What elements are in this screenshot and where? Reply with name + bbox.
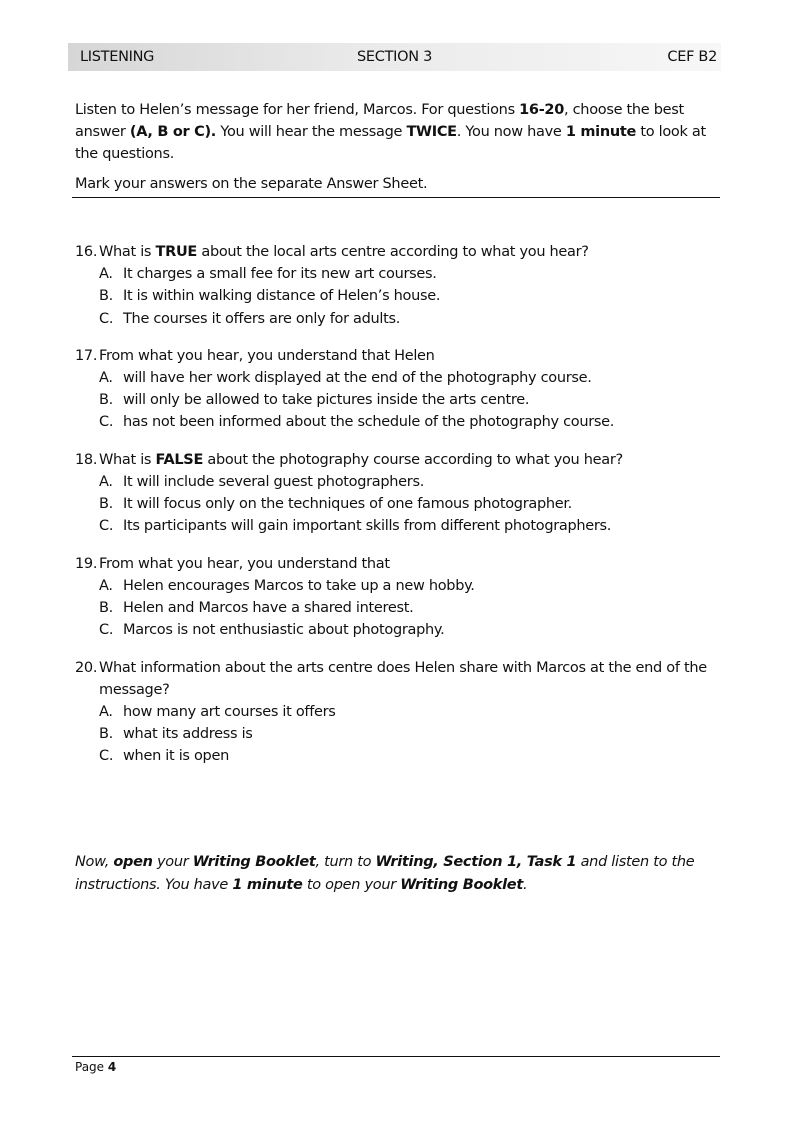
option-b: B. what its address is bbox=[99, 725, 253, 742]
instructions bbox=[75, 99, 725, 195]
header-level: CEF B2 bbox=[667, 49, 717, 65]
option-a: A. how many art courses it offers bbox=[99, 703, 336, 720]
divider bbox=[72, 197, 720, 198]
question-16: 16. What is TRUE about the local arts centre according to what you hear? A. It charges a small fee for its new art courses. B. It is within walking distance of Helen’s house. C. The courses it offers are only for adults. bbox=[75, 241, 725, 330]
footer-divider bbox=[72, 1056, 720, 1057]
option-c: C. The courses it offers are only for adults. bbox=[99, 310, 401, 327]
option-c: C. Marcos is not enthusiastic about photography. bbox=[99, 622, 445, 639]
answer-sheet-note: Mark your answers on the separate Answer Sheet. bbox=[75, 176, 428, 192]
option-c: C. when it is open bbox=[99, 748, 229, 765]
instructions-text: Listen to Helen’s message for her friend, Marcos. For questions 16-20, choose the best answer (A, B or C). You will hear the message TWICE. You now have 1 minute to look at the questions. bbox=[75, 102, 706, 162]
option-b: B. will only be allowed to take pictures inside the arts centre. bbox=[99, 392, 530, 409]
option-b: B. Helen and Marcos have a shared interest. bbox=[99, 599, 414, 616]
page-footer: Page 4 bbox=[75, 1060, 117, 1074]
option-a: A. will have her work displayed at the end of the photography course. bbox=[99, 369, 592, 386]
header-section-number: SECTION 3 bbox=[357, 49, 433, 65]
question-17: 17. From what you hear, you understand that Helen A. will have her work displayed at the end of the photography course. B. will only be allowed to take pictures inside the arts centre. C. has not been informed about the schedule of the photography course. bbox=[75, 345, 725, 434]
option-b: B. It will focus only on the techniques of one famous photographer. bbox=[99, 496, 572, 513]
option-c: C. Its participants will gain important skills from different photographers. bbox=[99, 518, 612, 535]
option-a: A. Helen encourages Marcos to take up a new hobby. bbox=[99, 577, 475, 594]
question-18: 18. What is FALSE about the photography course according to what you hear? A. It will include several guest photographers. B. It will focus only on the techniques of one famous photographer. C. Its participants will gain important skills from different photographers. bbox=[75, 449, 725, 538]
closing-instructions: Now, open your Writing Booklet, turn to Writing, Section 1, Task 1 and listen to the instructions. You have 1 minute to open your Writing Booklet. bbox=[75, 854, 695, 893]
option-a: A. It charges a small fee for its new art courses. bbox=[99, 266, 437, 282]
option-a: A. It will include several guest photographers. bbox=[99, 473, 425, 490]
question-19: 19. From what you hear, you understand that A. Helen encourages Marcos to take up a new hobby. B. Helen and Marcos have a shared interest. C. Marcos is not enthusiastic about photography. bbox=[75, 553, 725, 642]
page-number: 4 bbox=[107, 1060, 117, 1074]
question-20: 20. What information about the arts centre does Helen share with Marcos at the end of the message? A. how many art courses it offers B. what its address is C. when it is open bbox=[75, 657, 725, 768]
header-section-name: LISTENING bbox=[80, 49, 155, 65]
option-b: B. It is within walking distance of Helen’s house. bbox=[99, 288, 441, 305]
question-list bbox=[75, 241, 725, 782]
page-header bbox=[68, 43, 721, 71]
option-c: C. has not been informed about the schedule of the photography course. bbox=[99, 414, 615, 431]
